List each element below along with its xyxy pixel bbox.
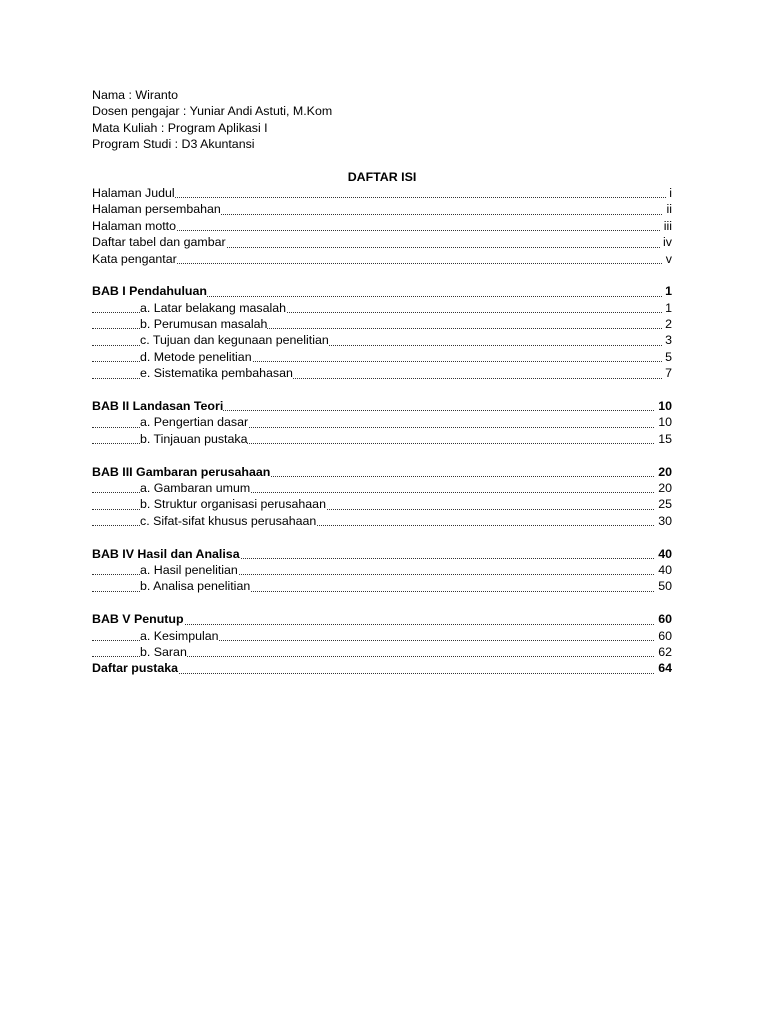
toc-entry-label: a. Latar belakang masalah bbox=[140, 300, 287, 315]
toc-front-entry bbox=[92, 234, 672, 250]
toc-entry-label: Kata pengantar bbox=[92, 251, 177, 266]
toc-title: DAFTAR ISI bbox=[347, 169, 417, 184]
toc-entry-label: a. Hasil penelitian bbox=[140, 562, 238, 577]
toc-entry-label: e. Sistematika pembahasan bbox=[140, 366, 293, 381]
study-program: Program Studi : D3 Akuntansi bbox=[92, 137, 255, 152]
spacer bbox=[92, 595, 672, 611]
toc-page-number: 1 bbox=[662, 300, 672, 316]
toc-subsection-entry bbox=[92, 365, 672, 381]
toc-page-number: v bbox=[663, 251, 672, 267]
toc-entry-label: BAB III Gambaran perusahaan bbox=[92, 464, 271, 479]
toc-entry-label: BAB I Pendahuluan bbox=[92, 284, 207, 299]
toc-subsection-entry bbox=[92, 562, 672, 578]
toc-page-number: iii bbox=[661, 218, 672, 234]
toc-entry-label: Daftar tabel dan gambar bbox=[92, 235, 226, 250]
toc-entry-label: a. Pengertian dasar bbox=[140, 415, 249, 430]
toc-entry-label: Halaman Judul bbox=[92, 185, 175, 200]
toc-subsection-entry bbox=[92, 644, 672, 660]
toc-page-number: 15 bbox=[655, 431, 672, 447]
toc-entry-label: Halaman motto bbox=[92, 218, 177, 233]
toc-entry-label: c. Sifat-sifat khusus perusahaan bbox=[140, 513, 317, 528]
toc-entry-label: BAB II Landasan Teori bbox=[92, 399, 224, 414]
toc-subsection-entry bbox=[92, 349, 672, 365]
toc-page-number: 60 bbox=[655, 628, 672, 644]
toc-front-entry bbox=[92, 218, 672, 234]
document-content bbox=[92, 87, 672, 677]
toc-entry-label: d. Metode penelitian bbox=[140, 349, 252, 364]
toc-entry-label: c. Tujuan dan kegunaan penelitian bbox=[140, 333, 329, 348]
toc-subsection-entry bbox=[92, 414, 672, 430]
toc-subsection-entry bbox=[92, 496, 672, 512]
toc-page-number: 10 bbox=[655, 398, 672, 414]
toc-page-number: 20 bbox=[655, 464, 672, 480]
spacer bbox=[92, 447, 672, 463]
toc-page-number: 30 bbox=[655, 513, 672, 529]
toc-page-number: i bbox=[666, 185, 672, 201]
toc-entry-label: b. Perumusan masalah bbox=[140, 317, 268, 332]
spacer bbox=[92, 382, 672, 398]
toc-entry-label: Halaman persembahan bbox=[92, 202, 221, 217]
toc-entry-label: BAB IV Hasil dan Analisa bbox=[92, 546, 240, 561]
toc-page-number: iv bbox=[660, 234, 672, 250]
toc-subsection-entry bbox=[92, 578, 672, 594]
toc-page-number: 40 bbox=[655, 562, 672, 578]
toc-subsection-entry bbox=[92, 332, 672, 348]
leader-dots bbox=[92, 230, 672, 231]
toc-subsection-entry bbox=[92, 628, 672, 644]
leader-dots bbox=[92, 263, 672, 264]
toc-subsection-entry bbox=[92, 300, 672, 316]
spacer bbox=[92, 529, 672, 545]
toc-page-number: 7 bbox=[662, 365, 672, 381]
toc-page-number: 2 bbox=[662, 316, 672, 332]
toc-front-entry bbox=[92, 251, 672, 267]
toc-page-number: 10 bbox=[655, 414, 672, 430]
toc-chapter-entry bbox=[92, 611, 672, 627]
toc-subsection-entry bbox=[92, 316, 672, 332]
toc-page-number: 20 bbox=[655, 480, 672, 496]
toc-chapter-entry bbox=[92, 283, 672, 299]
leader-dots bbox=[92, 197, 672, 198]
leader-dots bbox=[92, 673, 672, 674]
toc-chapter-entry bbox=[92, 398, 672, 414]
table-of-contents bbox=[92, 185, 672, 677]
toc-chapter-entry bbox=[92, 546, 672, 562]
toc-entry-label: a. Gambaran umum bbox=[140, 481, 251, 495]
toc-page-number: 50 bbox=[655, 578, 672, 594]
toc-page-number: 62 bbox=[655, 644, 672, 660]
toc-page-number: ii bbox=[663, 201, 672, 217]
toc-entry-label: b. Saran bbox=[140, 644, 187, 659]
toc-front-entry bbox=[92, 185, 672, 201]
student-name: Nama : Wiranto bbox=[92, 88, 179, 102]
toc-subsection-entry bbox=[92, 480, 672, 496]
toc-back-entry bbox=[92, 660, 672, 676]
toc-chapter-entry bbox=[92, 464, 672, 480]
toc-front-entry bbox=[92, 201, 672, 217]
spacer bbox=[92, 267, 672, 283]
toc-entry-label: b. Tinjauan pustaka bbox=[140, 431, 248, 446]
toc-page-number: 64 bbox=[655, 660, 672, 676]
toc-page-number: 60 bbox=[655, 611, 672, 627]
toc-entry-label: BAB V Penutup bbox=[92, 612, 184, 627]
toc-page-number: 3 bbox=[662, 332, 672, 348]
toc-page-number: 40 bbox=[655, 546, 672, 562]
toc-page-number: 1 bbox=[662, 283, 672, 299]
course-name: Mata Kuliah : Program Aplikasi I bbox=[92, 120, 268, 135]
toc-page-number: 25 bbox=[655, 496, 672, 512]
toc-entry-label: Daftar pustaka bbox=[92, 661, 179, 676]
toc-subsection-entry bbox=[92, 513, 672, 529]
toc-entry-label: b. Struktur organisasi perusahaan bbox=[140, 497, 326, 512]
toc-entry-label: a. Kesimpulan bbox=[140, 628, 219, 643]
toc-page-number: 5 bbox=[662, 349, 672, 365]
lecturer-name: Dosen pengajar : Yuniar Andi Astuti, M.Kom bbox=[92, 104, 333, 119]
toc-entry-label: b. Analisa penelitian bbox=[140, 579, 251, 594]
toc-subsection-entry bbox=[92, 431, 672, 447]
